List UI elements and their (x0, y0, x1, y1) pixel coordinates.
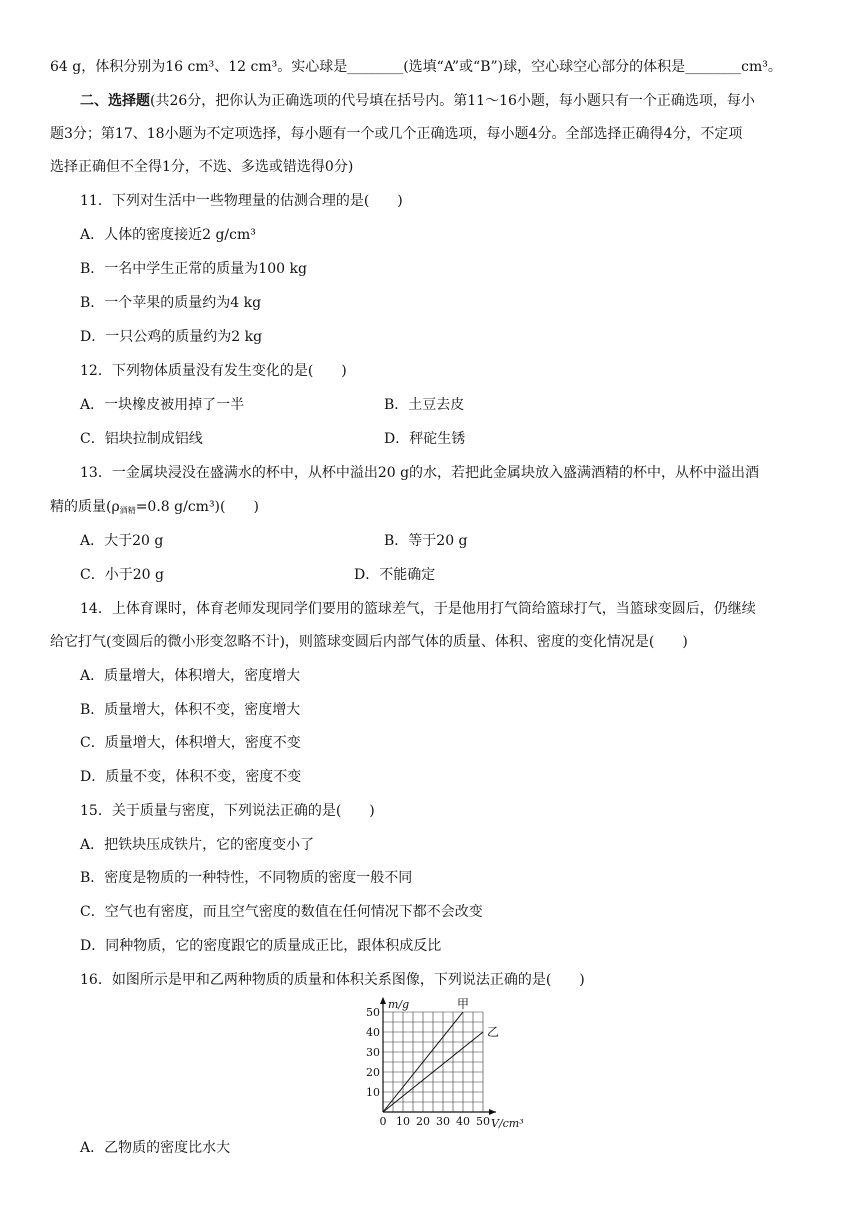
section-desc-1: (共26分，把你认为正确选项的代号填在括号内。第11～16小题，每小题只有一个正确选项，每小 (150, 93, 755, 109)
y-axis-arrow (380, 997, 386, 1004)
q13-option-c: C．小于20 g (80, 567, 164, 583)
q11-option-d: D．一只公鸡的质量约为2 kg (80, 329, 263, 345)
q14-option-c: C．质量增大，体积增大，密度不变 (80, 735, 301, 751)
intro-line: 64 g，体积分别为16 cm³、12 cm³。实心球是________(选填“A”或“B”)球，空心球空心部分的体积是________cm³。 (50, 59, 782, 75)
q13-option-b: B．等于20 g (384, 533, 468, 549)
q13-stem-line1: 13．一金属块浸没在盛满水的杯中，从杯中溢出20 g的水，若把此金属块放入盛满酒精的杯中，从杯中溢出酒 (80, 465, 760, 481)
chart-grid (383, 1012, 483, 1112)
y-tick-label: 30 (366, 1046, 380, 1059)
q12-option-d: D．秤砣生锈 (384, 431, 466, 447)
q12-option-a: A．一块橡皮被用掉了一半 (80, 397, 245, 413)
q15-option-c: C．空气也有密度，而且空气密度的数值在任何情况下都不会改变 (80, 904, 483, 920)
q11-option-a: A．人体的密度接近2 g/cm³ (80, 227, 256, 243)
x-tick-label: 0 (379, 1115, 387, 1128)
section-title: 二、选择题 (80, 93, 150, 109)
chart-series (383, 997, 499, 1112)
q16-stem: 16．如图所示是甲和乙两种物质的质量和体积关系图像，下列说法正确的是( ) (80, 972, 585, 988)
q13-stem-line2: 精的质量($\rho_{酒精}=0.8$ g/cm³)( ) (50, 499, 259, 515)
q11-stem: 11．下列对生活中一些物理量的估测合理的是( ) (80, 193, 403, 209)
y-axis-label: m/g (388, 998, 410, 1011)
q15-option-b: B．密度是物质的一种特性，不同物质的密度一般不同 (80, 870, 413, 886)
series-label-1: 乙 (487, 1025, 500, 1039)
q12-option-c: C．铝块拉制成铝线 (80, 431, 203, 447)
q14-option-d: D．质量不变，体积不变，密度不变 (80, 769, 302, 785)
series-label-0: 甲 (457, 997, 470, 1011)
x-tick-label: 30 (436, 1115, 450, 1128)
q12-stem: 12．下列物体质量没有发生变化的是( ) (80, 363, 347, 379)
q11-option-b: B．一名中学生正常的质量为100 kg (80, 261, 307, 277)
q14-option-b: B．质量增大，体积不变，密度增大 (80, 702, 301, 718)
rho-subscript: 酒精 (119, 506, 136, 515)
mass-volume-chart (366, 996, 536, 1132)
x-axis-label: V/cm³ (491, 1117, 524, 1130)
y-tick-label: 20 (366, 1066, 380, 1079)
q13-option-a: A．大于20 g (80, 533, 164, 549)
q15-option-d: D．同种物质，它的密度跟它的质量成正比，跟体积成反比 (80, 938, 442, 954)
section-desc-2: 题3分；第17、18小题为不定项选择，每小题有一个或几个正确选项，每小题4分。全部选择正确得4分，不定项 (50, 126, 743, 142)
x-tick-label: 10 (396, 1115, 410, 1128)
x-tick-label: 20 (416, 1115, 430, 1128)
y-tick-label: 10 (366, 1086, 380, 1099)
y-tick-label: 40 (366, 1026, 380, 1039)
q12-option-b: B．土豆去皮 (384, 397, 465, 413)
section-header (80, 91, 755, 111)
chart-axes (380, 997, 496, 1115)
q14-stem-line1: 14．上体育课时，体育老师发现同学们要用的篮球差气，于是他用打气筒给篮球打气，当篮球变圆后，仍继续 (80, 601, 756, 617)
q14-option-a: A．质量增大，体积增大，密度增大 (80, 668, 301, 684)
q11-option-c: B．一个苹果的质量约为4 kg (80, 295, 262, 311)
x-axis-arrow (489, 1109, 496, 1115)
q13-option-d: D．不能确定 (354, 567, 436, 583)
q16-option-a: A．乙物质的密度比水大 (80, 1140, 231, 1156)
q15-stem: 15．关于质量与密度，下列说法正确的是( ) (80, 803, 375, 819)
section-desc-3: 选择正确但不全得1分，不选、多选或错选得0分) (50, 159, 354, 175)
x-tick-label: 40 (456, 1115, 470, 1128)
x-tick-label: 50 (476, 1115, 490, 1128)
q14-stem-line2: 给它打气(变圆后的微小形变忽略不计)，则篮球变圆后内部气体的质量、体积、密度的变化情况是( ) (50, 634, 688, 650)
y-tick-label: 50 (366, 1006, 380, 1019)
q15-option-a: A．把铁块压成铁片，它的密度变小了 (80, 837, 315, 853)
